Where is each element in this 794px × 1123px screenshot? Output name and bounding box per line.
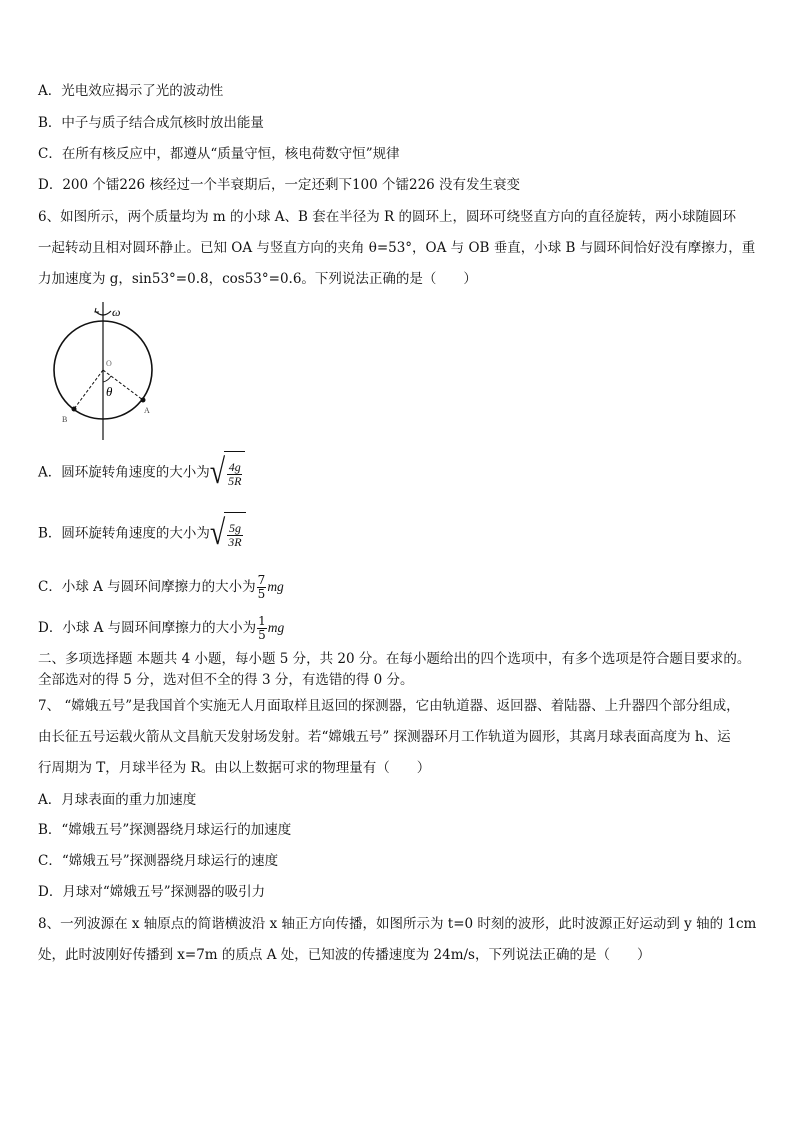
frac-numerator: 5g (228, 521, 241, 536)
mg-term: mg (267, 620, 285, 635)
q6-option-c (38, 569, 284, 605)
q8-stem-line2: 处，此时波刚好传播到 x=7m 的质点 A 处，已知波的传播速度为 24m/s，下列说法正确的是（ ） (38, 947, 651, 963)
radius-ob (74, 370, 103, 409)
frac-numerator: 4g (228, 460, 241, 475)
sqrt-expression: √ $\frac{4g}{5R}$ (210, 451, 246, 495)
sqrt-expression: √ $\frac{5g}{3R}$ (210, 512, 246, 556)
frac-denominator: 5 (258, 628, 266, 642)
q7-option-d: D．月球对“嫦娥五号”探测器的吸引力 (38, 884, 266, 900)
angle-arc (103, 376, 111, 382)
q7-option-a: A．月球表面的重力加速度 (38, 792, 197, 808)
q6-stem-line3: 力加速度为 g，sin53°=0.8，cos53°=0.6。下列说法正确的是（ ） (38, 271, 477, 287)
q6-option-b (38, 512, 246, 554)
q6-option-d-text: D．小球 A 与圆环间摩擦力的大小为 (38, 620, 257, 636)
q5-option-c: C．在所有核反应中，都遵从“质量守恒，核电荷数守恒”规律 (38, 146, 400, 162)
section2-heading-line1: 二、多项选择题 本题共 4 小题，每小题 5 分，共 20 分。在每小题给出的四个选项中，有多个选项是符合题目要求的。 (38, 651, 751, 667)
ball-a (141, 398, 146, 403)
theta-label: θ (106, 384, 113, 399)
q6-option-b-text: B．圆环旋转角速度的大小为 (38, 525, 210, 542)
q6-option-a-text: A．圆环旋转角速度的大小为 (38, 464, 210, 481)
frac-numerator: 7 (257, 573, 266, 587)
frac-denominator: 5 (257, 587, 266, 601)
q8-stem-line1: 8、一列波源在 x 轴原点的简谐横波沿 x 轴正方向传播，如图所示为 t=0 时刻的波形，此时波源正好运动到 y 轴的 1cm (38, 916, 757, 932)
q6-figure-ring (50, 300, 160, 442)
q5-option-a: A．光电效应揭示了光的波动性 (38, 83, 224, 99)
q6-stem-line2: 一起转动且相对圆环静止。已知 OA 与竖直方向的夹角 θ=53°，OA 与 OB 垂直，小球 B 与圆环间恰好没有摩擦力，重 (38, 240, 756, 256)
q7-stem-line3: 行周期为 T，月球半径为 R。由以上数据可求的物理量有（ ） (38, 760, 431, 776)
ball-b-label: B (62, 415, 68, 424)
q6-option-c-text: C．小球 A 与圆环间摩擦力的大小为 (38, 579, 256, 595)
mg-term: mg (267, 579, 284, 594)
ball-a-label: A (144, 406, 150, 415)
q7-stem-line2: 由长征五号运载火箭从文昌航天发射场发射。若“嫦娥五号” 探测器环月工作轨道为圆形，其离月球表面高度为 h、运 (38, 729, 731, 745)
q6-stem-line1: 6、如图所示，两个质量均为 m 的小球 A、B 套在半径为 R 的圆环上，圆环可绕竖直方向的直径旋转，两小球随圆环 (38, 209, 736, 225)
q5-option-b: B．中子与质子结合成氘核时放出能量 (38, 115, 264, 131)
q5-option-d: D．200 个镭226 核经过一个半衰期后，一定还剩下100 个镭226 没有发生衰变 (38, 177, 521, 193)
q7-option-c: C．“嫦娥五号”探测器绕月球运行的速度 (38, 853, 279, 869)
frac-denominator: 5R (228, 474, 242, 489)
frac-denominator: 3R (228, 535, 242, 550)
q7-option-b: B．“嫦娥五号”探测器绕月球运行的加速度 (38, 822, 292, 838)
q6-option-a (38, 451, 245, 493)
ball-b (72, 407, 77, 412)
q6-option-d (38, 610, 284, 646)
section2-heading-line2: 全部选对的得 5 分，选对但不全的得 3 分，有选错的得 0 分。 (38, 672, 414, 688)
omega-label: ω (112, 305, 121, 319)
frac-numerator: 1 (258, 614, 266, 628)
q7-stem-line1: 7、 “嫦娥五号”是我国首个实施无人月面取样且返回的探测器，它由轨道器、返回器、着陆器、上升器四个部分组成， (38, 698, 740, 714)
center-label: O (106, 359, 112, 368)
